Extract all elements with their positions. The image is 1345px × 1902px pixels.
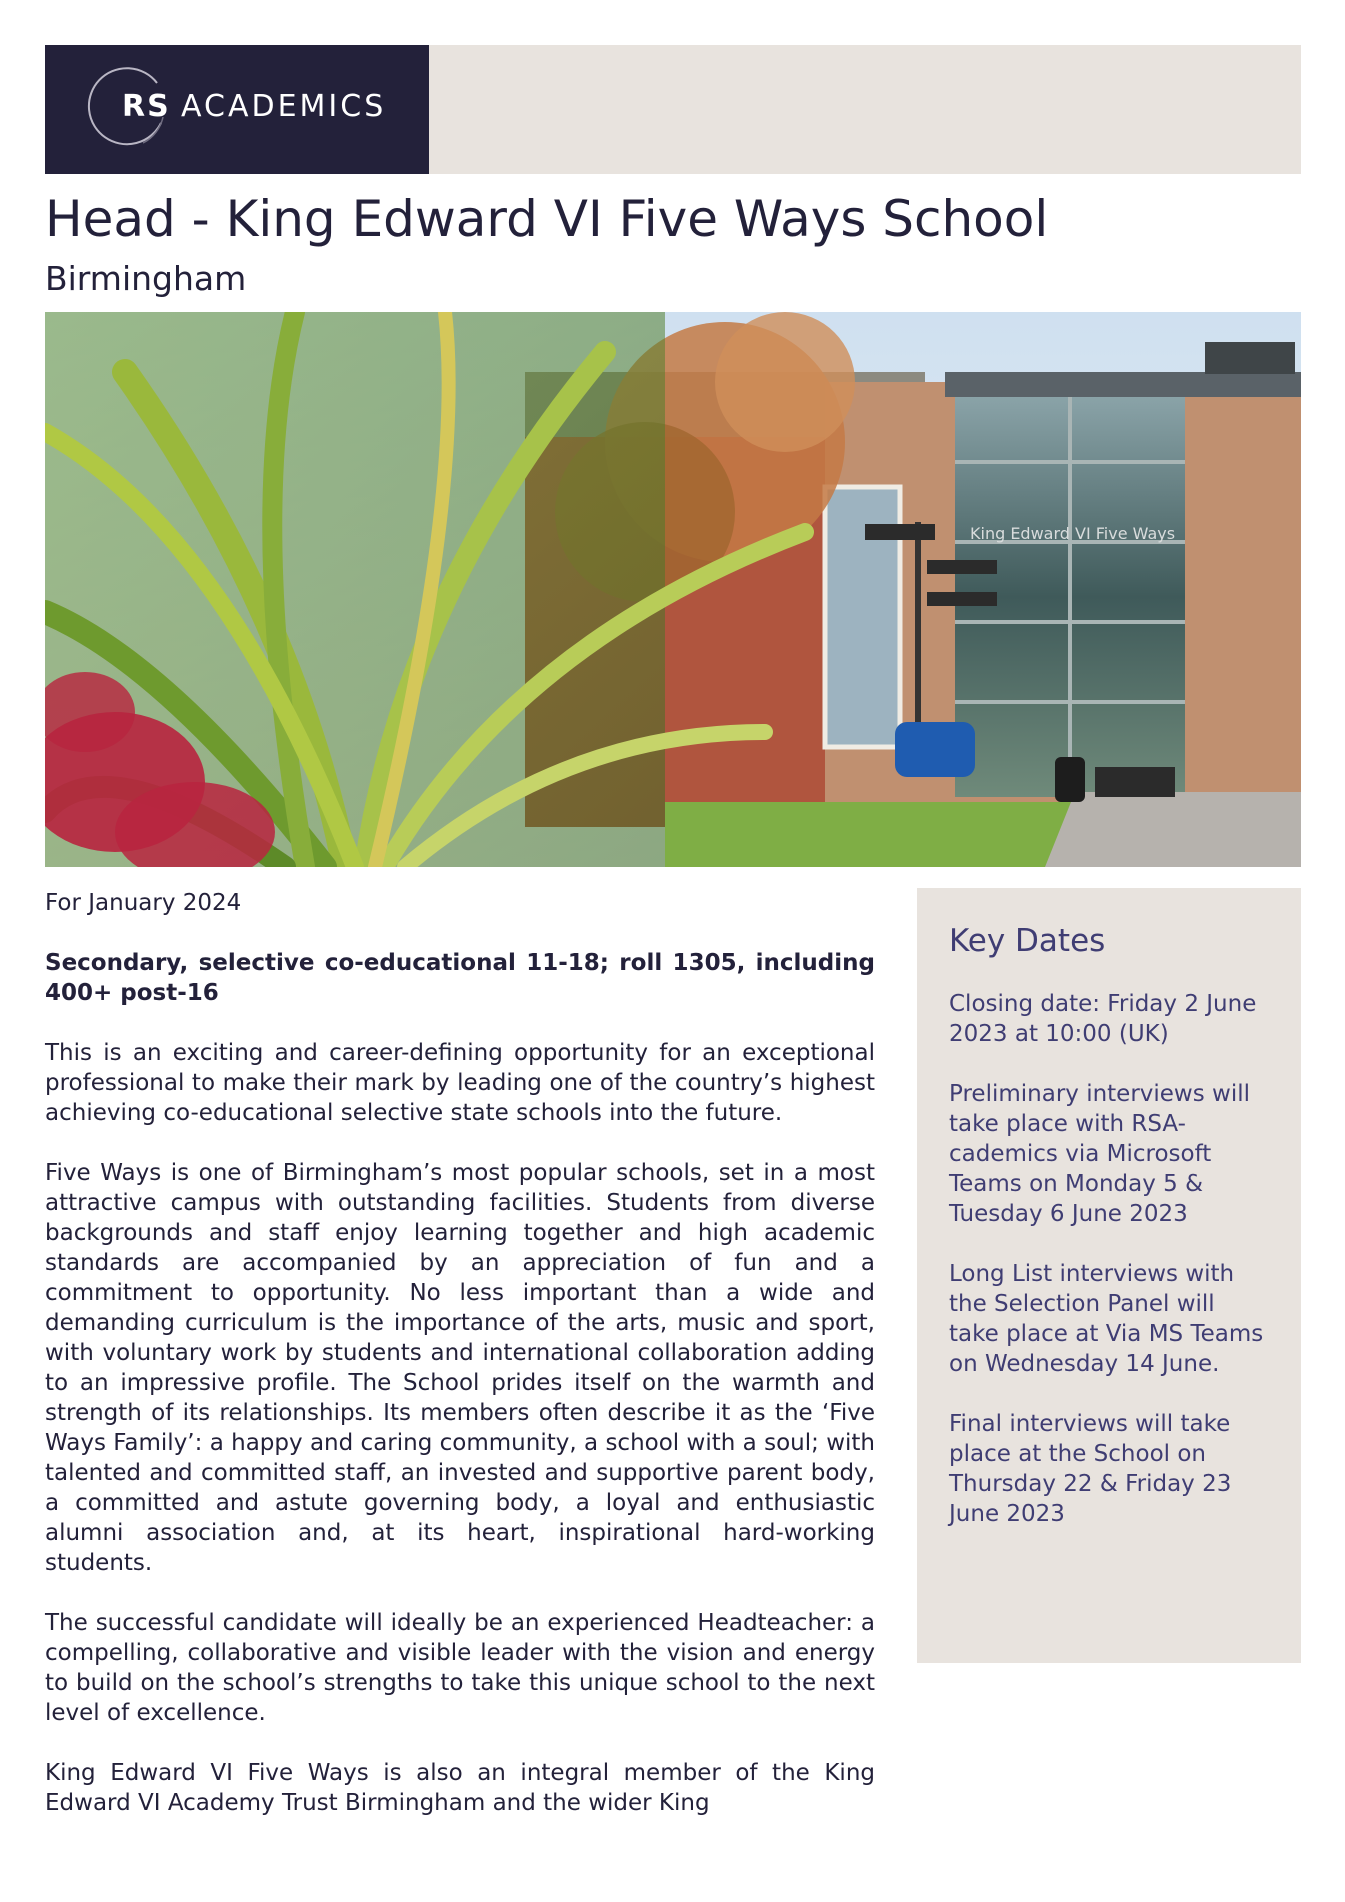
key-date-item: Preliminary interviews will take place with RSA-cademics via Microsoft Teams on Monday 5 & Tuesday 6 June 2023 (949, 1081, 1251, 1227)
header-banner (45, 45, 1301, 174)
building-sign: King Edward VI Five Ways (970, 524, 1176, 543)
logo[interactable] (45, 45, 429, 174)
school-photo (45, 312, 1301, 867)
start-date: For January 2024 (45, 890, 242, 916)
job-description (45, 888, 875, 1848)
description-paragraph: This is an exciting and career-defining opportunity for an exceptional professional to make their mark by leading one of the country’s highest achieving co-educational selective state schools into the future. (45, 1040, 875, 1126)
location: Birmingham (45, 259, 247, 298)
description-paragraph: Five Ways is one of Birmingham’s most popular schools, set in a most attractive campus with outstanding facilities. Students from diverse backgrounds and staff enjoy learning together and high academic standards are accompanied by an appreciation of fun and a commitment to opportunity. No less important than a wide and demanding curriculum is the importance of the arts, music and sport, with voluntary work by students and international collaboration adding to an impressive profile. The School prides itself on the warmth and strength of its relationships. Its members often describe it as the ‘Five Ways Family’: a happy and caring community, a school with a soul; with talented and committed staff, an invested and supportive parent body, a committed and astute governing body, a loyal and enthusiastic alumni association and, at its heart, inspirational hard-working students. (45, 1160, 875, 1576)
logo-academics-text: ACADEMICS (181, 89, 387, 124)
school-summary: Secondary, selective co-educational 11-18; roll 1305, including 400+ post-16 (45, 950, 875, 1006)
school-photo-illustration (45, 312, 1301, 867)
description-paragraph: King Edward VI Five Ways is also an integral member of the King Edward VI Academy Trust Birmingham and the wider King (45, 1760, 875, 1816)
key-dates-panel (917, 888, 1301, 1663)
description-paragraph: The successful candidate will ideally be an experienced Headteacher: a compelling, collaborative and visible leader with the vision and energy to build on the school’s strengths to take this unique school to the next level of excellence. (45, 1610, 875, 1726)
key-date-item: Closing date: Friday 2 June 2023 at 10:00 (UK) (949, 991, 1257, 1047)
key-date-item: Long List interviews with the Selection Panel will take place at Via MS Teams on Wednesday 14 June. (949, 1261, 1264, 1377)
key-date-item: Final interviews will take place at the School on Thursday 22 & Friday 23 June 2023 (949, 1411, 1232, 1527)
key-dates-heading: Key Dates (949, 923, 1106, 959)
page-title: Head - King Edward VI Five Ways School (45, 190, 1049, 248)
logo-rs-text: RS (122, 89, 171, 124)
